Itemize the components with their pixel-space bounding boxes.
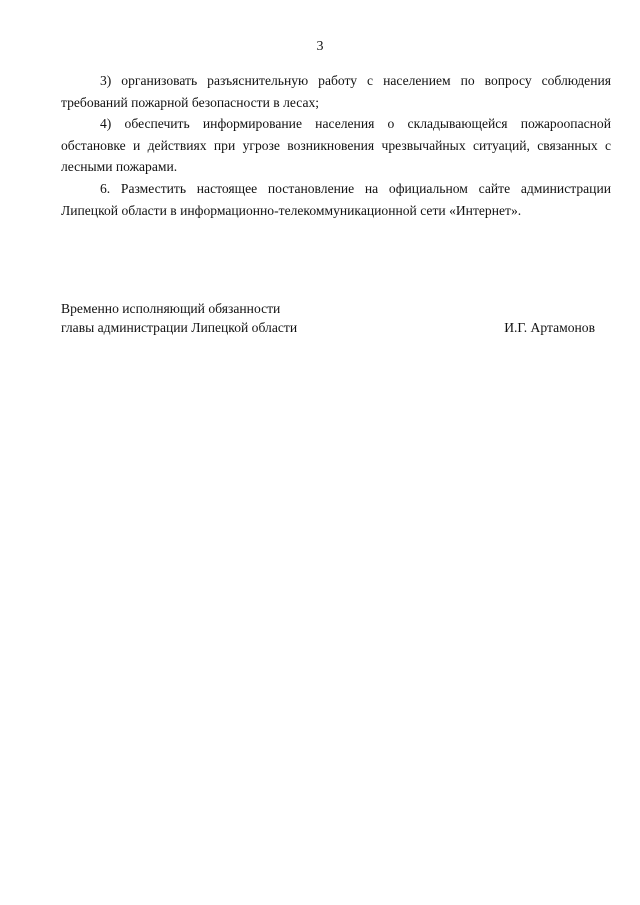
paragraph-item-4: 4) обеспечить информирование населения о складывающейся пожароопасной обстановке и действиях при угрозе возникновения чрезвычайных ситуаций, связанных с лесными пожарами.	[61, 116, 611, 175]
signature-block	[61, 299, 595, 337]
signer-position-line-2: главы администрации Липецкой области	[61, 320, 298, 335]
paragraph-item-3: 3) организовать разъяснительную работу с населением по вопросу соблюдения требований пожарной безопасности в лесах;	[61, 73, 611, 110]
document-body	[61, 70, 611, 221]
page-number: 3	[316, 39, 324, 54]
signer-name: И.Г. Артамонов	[504, 320, 595, 335]
signature-line	[61, 318, 595, 337]
paragraph-item-6: 6. Разместить настоящее постановление на официальном сайте администрации Липецкой области в информационно-телекоммуникационной сети «Интернет».	[61, 180, 611, 218]
signer-position-line-1: Временно исполняющий обязанности	[61, 301, 281, 316]
